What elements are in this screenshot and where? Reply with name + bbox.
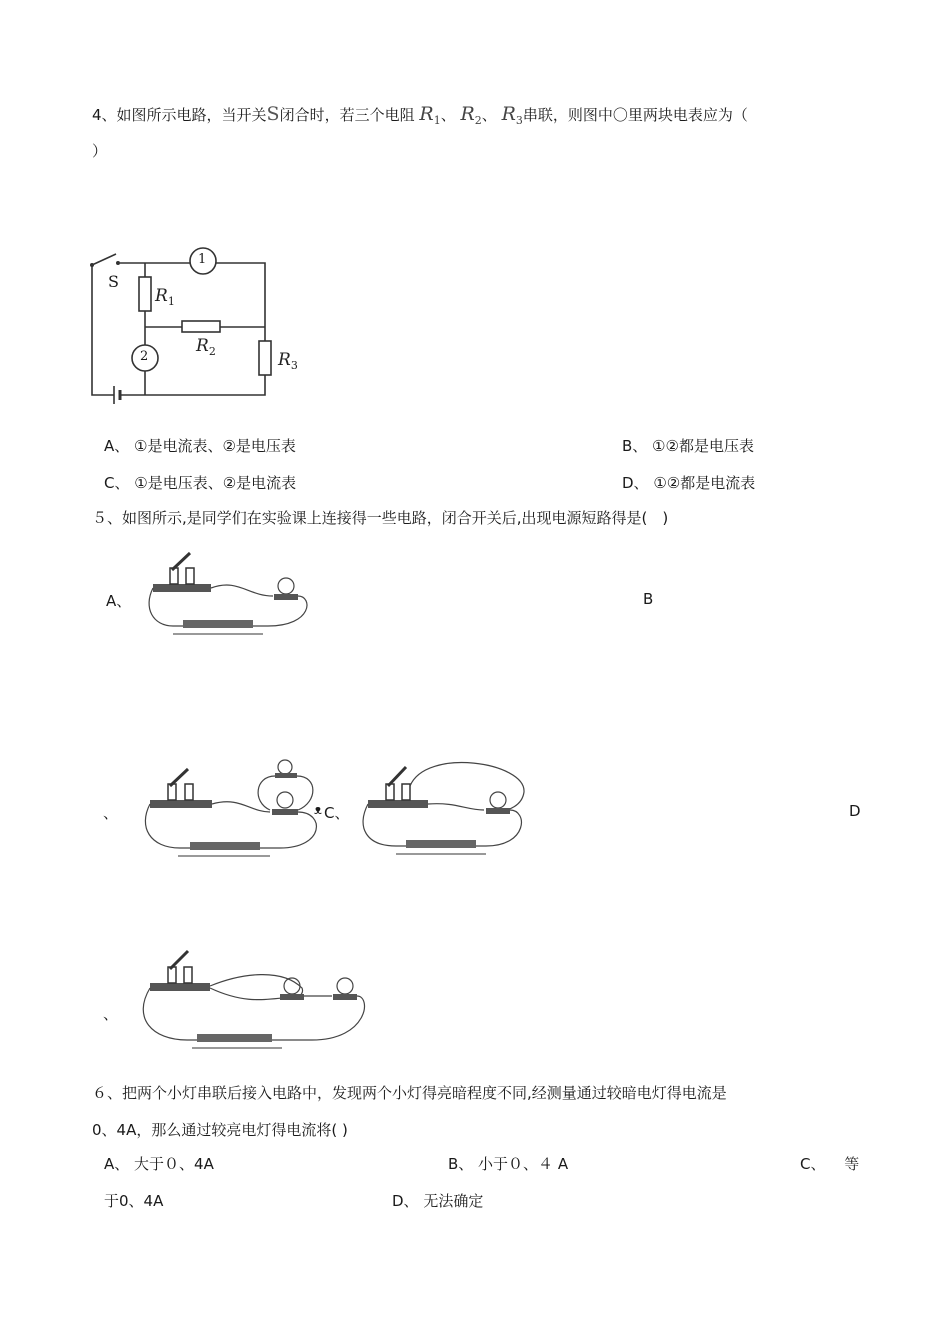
battery-icon <box>197 1034 272 1042</box>
q5-label-b[interactable]: B <box>643 590 654 608</box>
q4-stem-line1 <box>92 103 748 127</box>
bulb-icon <box>490 792 506 808</box>
q4-switch-symbol: S <box>266 103 280 125</box>
bulb-icon <box>278 578 294 594</box>
q6-stem-line1: ６、把两个小灯串联后接入电路中，发现两个小灯得亮暗程度不同,经测量通过较暗电灯得电流是 <box>92 1084 727 1102</box>
resistor-r1-icon <box>139 277 151 311</box>
bulb-icon <box>278 760 292 774</box>
q4-stem-part-b: 闭合时，若三个电阻 <box>279 106 415 124</box>
q4-r2-label: $R_2$ <box>196 336 216 358</box>
q6-option-b[interactable]: B、 小于０、４ A <box>448 1155 569 1173</box>
q5-label-b-separator: 、 <box>103 804 119 822</box>
q5-label-d[interactable]: D <box>849 802 861 820</box>
q4-r1-label: $R_1$ <box>155 286 175 308</box>
q5-label-d-separator: 、 <box>103 1005 119 1023</box>
q6-stem-line2: 0、4A，那么通过较亮电灯得电流将( ) <box>92 1121 348 1139</box>
q4-meter1-label: 1 <box>198 252 207 267</box>
q6-option-d[interactable]: D、 无法确定 <box>392 1192 484 1210</box>
q4-stem-line2: ） <box>92 142 108 160</box>
q5-label-c[interactable]: C、 <box>324 804 350 822</box>
q5-circuit-d-image[interactable] <box>132 948 372 1058</box>
q5-circuit-a-image[interactable] <box>148 548 318 638</box>
resistor-r2-icon <box>182 321 220 332</box>
q4-option-d[interactable]: D、 ①②都是电流表 <box>622 474 756 492</box>
bulb-icon <box>337 978 353 994</box>
resistor-r3-icon <box>259 341 271 375</box>
battery-icon <box>183 620 253 628</box>
q4-r1-symbol: $R_1$ <box>419 103 441 127</box>
q4-stem-part-a: 4、如图所示电路，当开关 <box>92 106 267 124</box>
q4-stem-part-c: 串联，则图中〇里两块电表应为（ <box>522 106 748 124</box>
q6-option-a[interactable]: A、 大于０、4A <box>104 1155 214 1173</box>
q4-r2-symbol: $R_2$ <box>460 103 482 127</box>
q6-option-c-continuation: 于0、4A <box>104 1192 164 1210</box>
q5-label-a[interactable]: A、 <box>106 592 132 610</box>
battery-icon <box>406 840 476 848</box>
battery-icon <box>190 842 260 850</box>
q4-option-a[interactable]: A、 ①是电流表、②是电压表 <box>104 437 296 455</box>
q4-option-c[interactable]: C、 ①是电压表、②是电流表 <box>104 474 297 492</box>
q4-meter2-label: 2 <box>140 349 149 364</box>
q4-r3-symbol: $R_3$ <box>501 103 523 127</box>
q5-label-c-mark: ᴥ <box>314 803 322 818</box>
switch-lever-icon <box>388 767 406 786</box>
bulb-icon <box>277 792 293 808</box>
q5-stem: ５、如图所示,是同学们在实验课上连接得一些电路，闭合开关后,出现电源短路得是( ) <box>92 509 669 527</box>
q4-separator: 、 <box>481 106 497 124</box>
q4-r3-label: $R_3$ <box>278 350 298 372</box>
q4-separator: 、 <box>440 106 456 124</box>
q4-switch-label: S <box>108 272 119 291</box>
q4-circuit-diagram <box>80 245 320 415</box>
q4-option-b[interactable]: B、 ①②都是电压表 <box>622 437 754 455</box>
q5-circuit-b-image[interactable] <box>140 752 340 862</box>
q5-circuit-c-image[interactable] <box>356 752 536 862</box>
q6-option-c[interactable]: C、 等 <box>800 1155 860 1173</box>
